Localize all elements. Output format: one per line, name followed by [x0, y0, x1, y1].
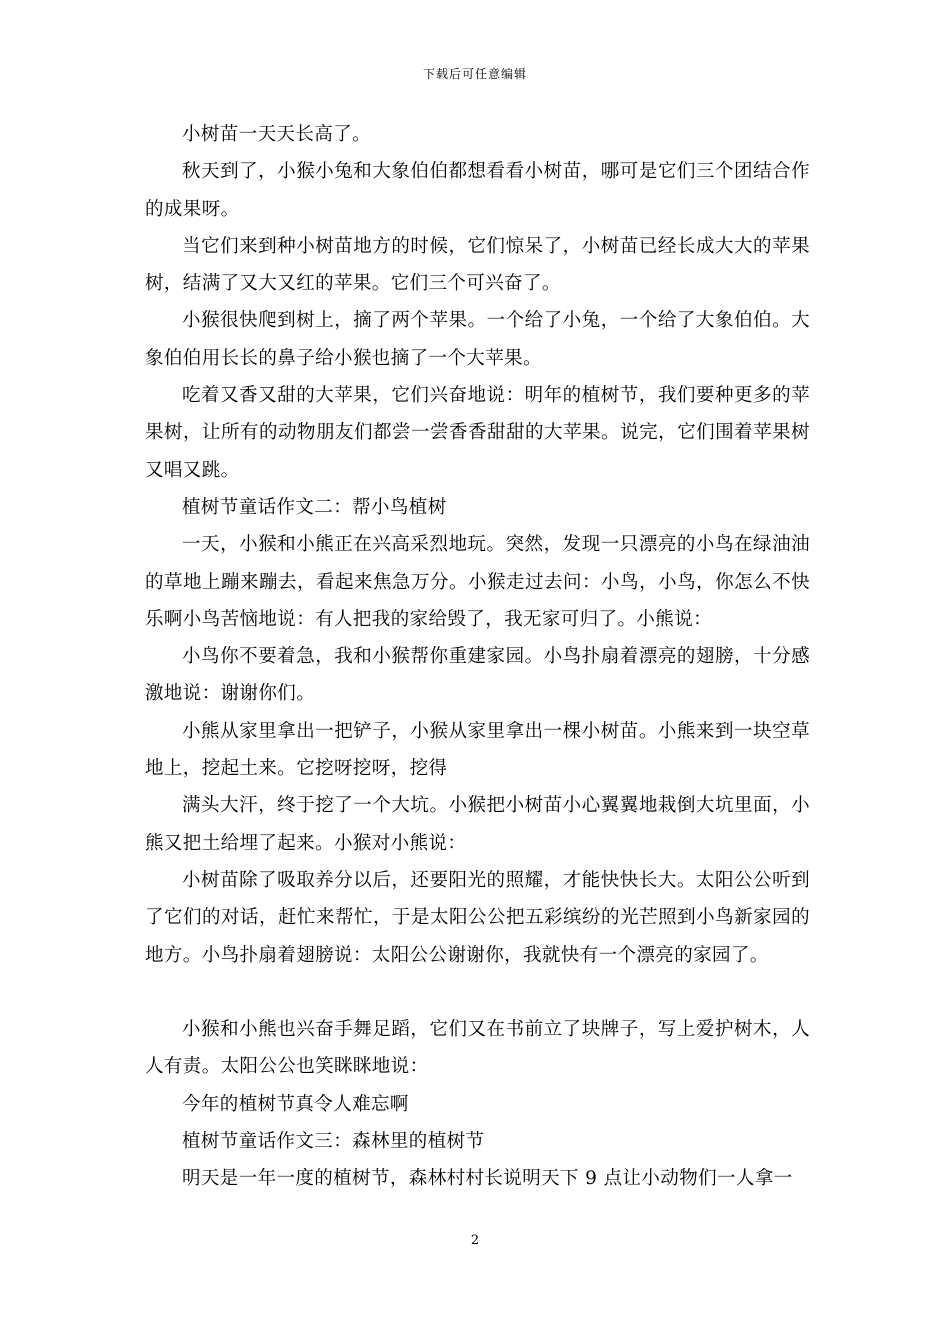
paragraph: 明天是一年一度的植树节，森林村村长说明天下 9 点让小动物们一人拿一: [182, 1168, 793, 1190]
paragraph: 小树苗除了吸取养分以后，还要阳光的照耀，才能快快长大。太阳公公听到了它们的对话，赶忙来帮忙，于是太阳公公把五彩缤纷的光芒照到小鸟新家园的地方。小鸟扑扇着翅膀说：太阳公公谢谢你，我就快有一个漂亮的家园了。: [145, 869, 810, 966]
paragraph: 满头大汗，终于挖了一个大坑。小猴把小树苗小心翼翼地栽倒大坑里面，小熊又把土给埋了起来。小猴对小熊说：: [145, 795, 810, 854]
page-number: 2: [470, 1233, 480, 1248]
paragraph: 当它们来到种小树苗地方的时候，它们惊呆了，小树苗已经长成大大的苹果树，结满了又大又红的苹果。它们三个可兴奋了。: [145, 235, 810, 295]
blank-line: [145, 974, 810, 1011]
paragraph: 一天，小猴和小熊正在兴高采烈地玩。突然，发现一只漂亮的小鸟在绿油油的草地上蹦来蹦去，看起来焦急万分。小猴走过去问：小鸟，小鸟，你怎么不快乐啊小鸟苦恼地说：有人把我的家给毁了，我无家可归了。小熊说：: [145, 534, 810, 630]
paragraph: 小猴和小熊也兴奋手舞足蹈，它们又在书前立了块牌子，写上爱护树木，人人有责。太阳公公也笑眯眯地说：: [145, 1019, 810, 1078]
paragraph: 小鸟你不要着急，我和小猴帮你重建家园。小鸟扑扇着漂亮的翅膀，十分感激地说：谢谢你们。: [145, 646, 810, 705]
paragraph: 秋天到了，小猴小兔和大象伯伯都想看看小树苗，哪可是它们三个团结合作的成果呀。: [145, 161, 810, 220]
paragraph: 今年的植树节真令人难忘啊: [182, 1093, 409, 1115]
document-body: [145, 116, 810, 1198]
paragraph: 吃着又香又甜的大苹果，它们兴奋地说：明年的植树节，我们要种更多的苹果树，让所有的动物朋友们都尝一尝香香甜甜的大苹果。说完，它们围着苹果树又唱又跳。: [145, 385, 810, 481]
section-heading: 植树节童话作文二：帮小鸟植树: [182, 496, 447, 518]
paragraph: 小熊从家里拿出一把铲子，小猴从家里拿出一棵小树苗。小熊来到一块空草地上，挖起土来。它挖呀挖呀，挖得: [145, 720, 810, 780]
paragraph: 小树苗一天天长高了。: [182, 124, 372, 145]
page-header: 下载后可任意编辑: [422, 67, 527, 81]
section-heading: 植树节童话作文三：森林里的植树节: [182, 1131, 485, 1153]
paragraph: 小猴很快爬到树上，摘了两个苹果。一个给了小兔，一个给了大象伯伯。大象伯伯用长长的鼻子给小猴也摘了一个大苹果。: [145, 310, 810, 369]
